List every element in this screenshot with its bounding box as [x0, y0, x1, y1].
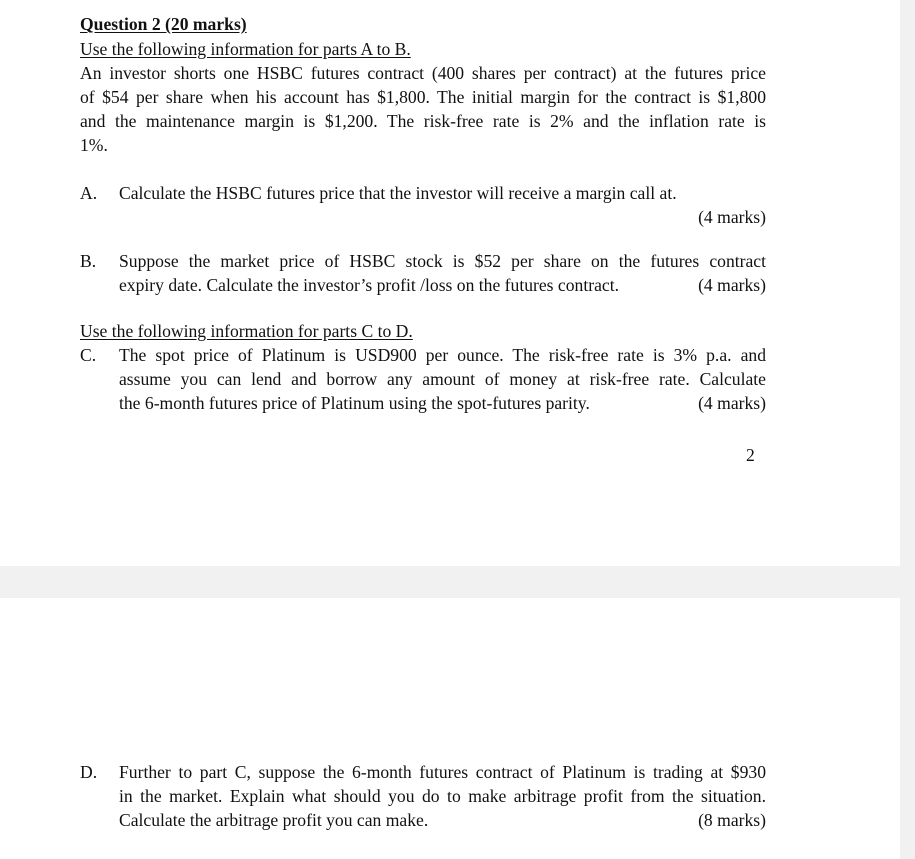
part-a-label: A. [80, 183, 98, 203]
info-line-2: of $54 per share when his account has $1,800. The initial margin for the contract is $1,800 [80, 87, 766, 107]
part-d-label: D. [80, 762, 98, 782]
question-heading: Question 2 (20 marks) [80, 14, 247, 34]
info-line-4: 1%. [80, 135, 108, 155]
part-d-line-1: Further to part C, suppose the 6-month futures contract of Platinum is trading at $930 [119, 762, 766, 782]
intro-parts-c-d: Use the following information for parts C to D. [80, 321, 413, 341]
part-b-label: B. [80, 251, 97, 271]
part-b-line-2: expiry date. Calculate the investor’s profit /loss on the futures contract. [119, 275, 619, 295]
part-c-line-3: the 6-month futures price of Platinum using the spot-futures parity. [119, 393, 590, 413]
part-c-marks: (4 marks) [698, 393, 766, 413]
part-b-line-1: Suppose the market price of HSBC stock is $52 per share on the futures contract [119, 251, 766, 271]
info-line-3: and the maintenance margin is $1,200. The risk-free rate is 2% and the inflation rate is [80, 111, 766, 131]
part-d-line-3: Calculate the arbitrage profit you can make. [119, 810, 429, 830]
part-a-marks: (4 marks) [698, 207, 766, 227]
intro-parts-a-b: Use the following information for parts A to B. [80, 39, 411, 59]
part-d-line-2: in the market. Explain what should you do to make arbitrage profit from the situation. [119, 786, 766, 806]
part-d-marks: (8 marks) [698, 810, 766, 830]
part-c-label: C. [80, 345, 97, 365]
part-b-marks: (4 marks) [698, 275, 766, 295]
info-line-1: An investor shorts one HSBC futures contract (400 shares per contract) at the futures price [80, 63, 766, 83]
part-c-line-2: assume you can lend and borrow any amount of money at risk-free rate. Calculate [119, 369, 766, 389]
scrollbar-track[interactable] [900, 0, 915, 859]
part-a-text: Calculate the HSBC futures price that the investor will receive a margin call at. [119, 183, 677, 203]
document-page-2 [0, 598, 900, 859]
part-c-line-1: The spot price of Platinum is USD900 per ounce. The risk-free rate is 3% p.a. and [119, 345, 766, 365]
page-number: 2 [746, 445, 755, 465]
